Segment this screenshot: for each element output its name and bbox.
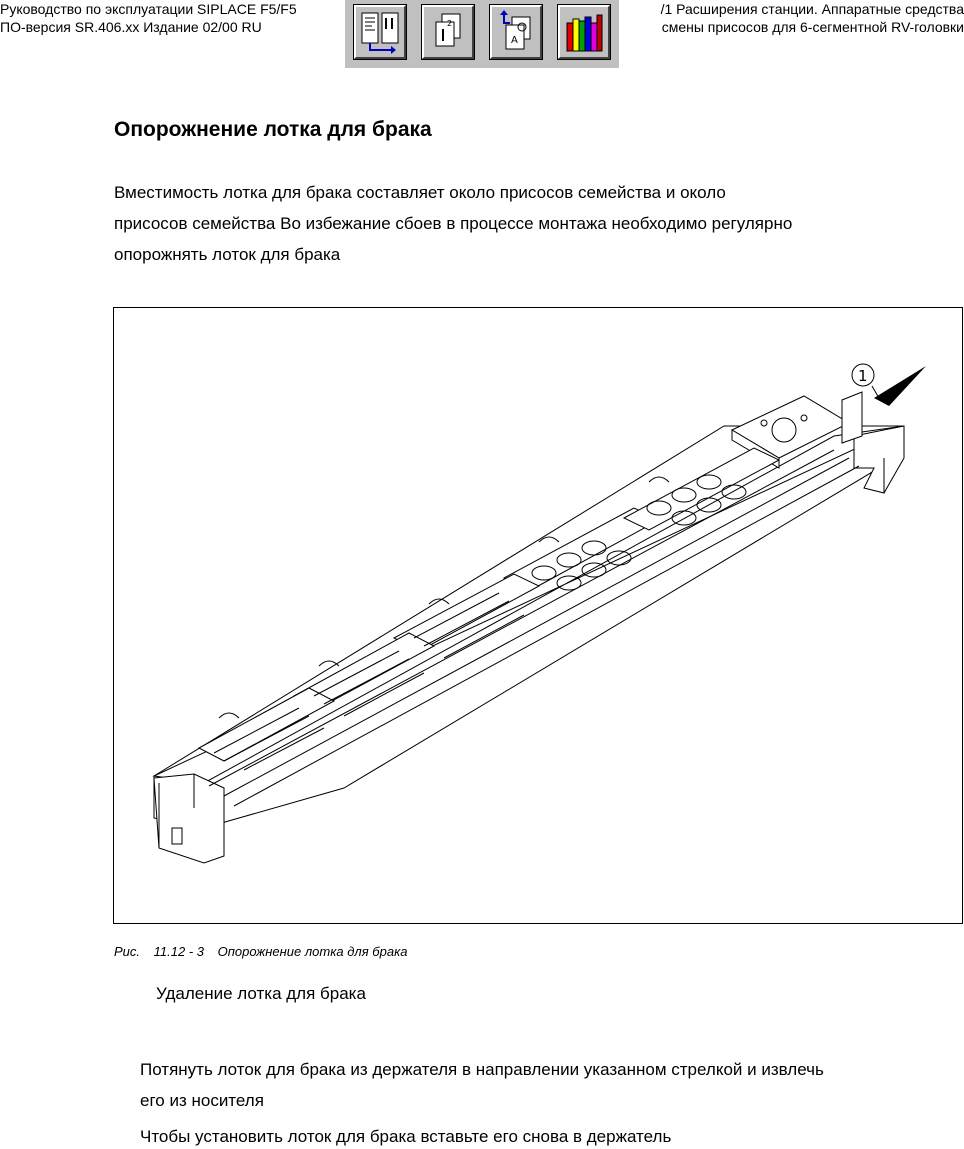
header-chapter-title: /1 Расширения станции. Аппаратные средства — [660, 1, 964, 17]
library-books-icon — [562, 9, 606, 55]
body-text-line: опорожнять лоток для брака — [114, 245, 341, 264]
body-text-line: Вместимость лотка для брака составляет около присосов семейства и около — [114, 183, 726, 202]
header-manual-title: Руководство по эксплуатации SIPLACE F5/F5 — [0, 1, 297, 17]
figure-caption — [114, 944, 417, 959]
table-of-contents-icon — [358, 9, 402, 55]
reject-tray-drawing — [114, 308, 962, 923]
section-title: Опорожнение лотка для брака — [114, 118, 432, 141]
header-software-version: ПО-версия SR.406.xx Издание 02/00 RU — [0, 19, 262, 35]
caption-text: Опорожнение лотка для брака — [217, 944, 408, 959]
pages-icon — [426, 9, 470, 55]
procedure-subheading: Удаление лотка для брака — [156, 984, 366, 1003]
procedure-step-line: Потянуть лоток для брака из держателя в направлении указанном стрелкой и извлечь — [140, 1060, 824, 1079]
procedure-step: Чтобы установить лоток для брака вставьте его снова в держатель — [140, 1127, 672, 1146]
navigation-toolbar — [345, 0, 619, 68]
index-search-icon — [494, 9, 538, 55]
figure-frame — [113, 307, 963, 924]
body-text-line: присосов семейства Во избежание сбоев в процессе монтажа необходимо регулярно — [114, 214, 793, 233]
toc-button[interactable] — [354, 5, 406, 59]
caption-prefix: Рис. — [114, 944, 141, 959]
svg-text:A: A — [511, 35, 518, 46]
library-button[interactable] — [558, 5, 610, 59]
direction-arrow-icon — [874, 366, 926, 406]
header-section-title: смены присосов для 6-сегментной RV-головки — [661, 19, 964, 35]
figure-callout-label: 1 — [858, 367, 868, 385]
procedure-step-line: его из носителя — [140, 1091, 264, 1110]
pages-button[interactable] — [422, 5, 474, 59]
caption-number: 11.12 - 3 — [153, 944, 204, 959]
svg-text:2: 2 — [447, 19, 453, 28]
index-button[interactable] — [490, 5, 542, 59]
